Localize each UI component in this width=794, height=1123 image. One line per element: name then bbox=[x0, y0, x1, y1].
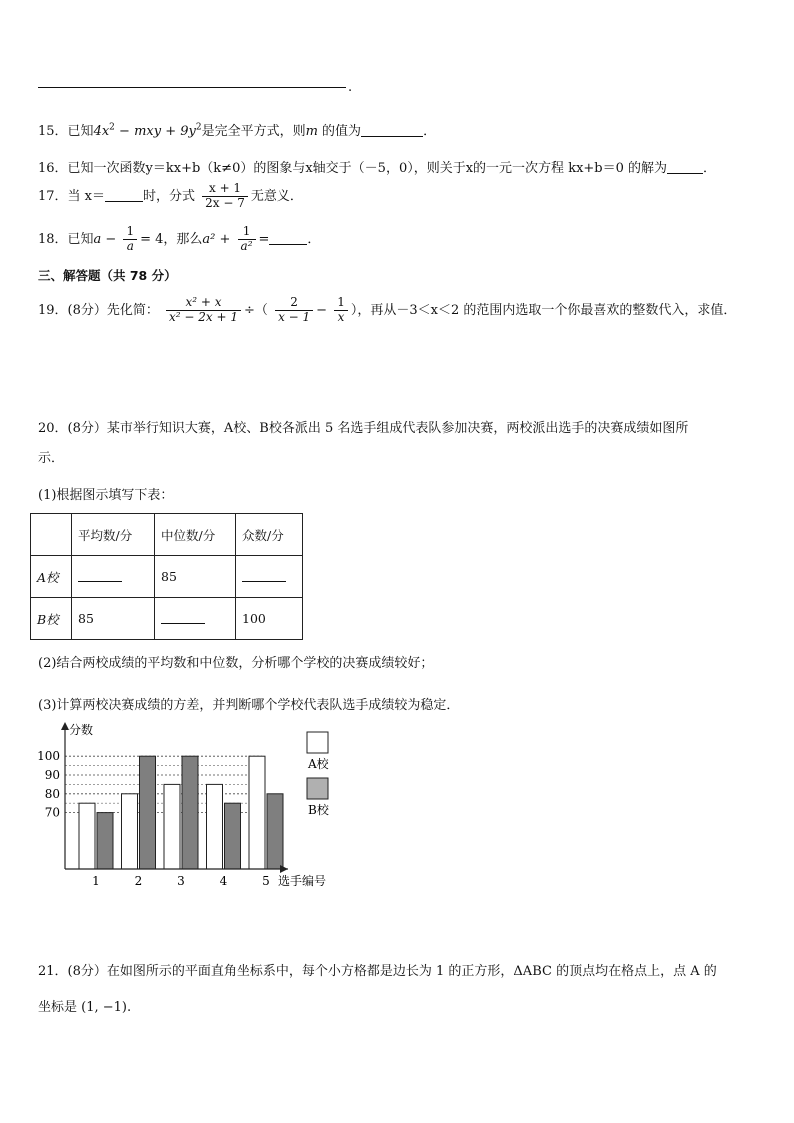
question-16: 16．已知一次函数y＝kx+b（k≠0）的图象与x轴交于（－5，0），则关于x的一元一次方程 kx+b＝0 的解为 ． bbox=[38, 161, 717, 176]
x-axis-arrow bbox=[280, 865, 288, 873]
question-20-line2: 示． bbox=[38, 451, 65, 466]
bar-b-5 bbox=[267, 794, 283, 869]
table-cell: 85 bbox=[155, 556, 236, 598]
x-tick-label: 4 bbox=[219, 874, 228, 888]
question-20-part3: (3)计算两校决赛成绩的方差，并判断哪个学校代表队选手成绩较为稳定． bbox=[38, 698, 460, 713]
fraction: $\frac{1}{\text{a²}}$ bbox=[238, 225, 256, 254]
question-19: 19．(8分）先化简： $\frac{\text{x² + x}}{\text{x² − 2x + 1}}$ ÷（ $\frac{2}{x - 1}$ − $\frac{1}{x}$ ），再从－3＜x＜2 的范围内选取一个你最喜欢的整数代入，求值． bbox=[38, 295, 737, 324]
table-row bbox=[31, 598, 303, 640]
table-cell-blank bbox=[236, 556, 303, 598]
answer-line-end: . bbox=[348, 80, 353, 95]
fraction: $\frac{2}{x - 1}$ bbox=[275, 296, 313, 325]
legend-swatch-a bbox=[307, 732, 328, 753]
x-axis-label: 选手编号 bbox=[278, 874, 327, 888]
bar-a-5 bbox=[249, 756, 265, 869]
score-bar-chart bbox=[30, 718, 350, 893]
fraction: $\frac{\text{x² + x}}{\text{x² − 2x + 1}}$ bbox=[166, 296, 241, 325]
table-header-row bbox=[31, 514, 303, 556]
fraction: $\frac{1}{x}$ bbox=[334, 296, 348, 325]
x-tick-label: 2 bbox=[134, 874, 143, 888]
bar-b-3 bbox=[182, 756, 198, 869]
x-tick-label: 3 bbox=[177, 874, 185, 888]
fraction: $\frac{x + 1}{2x - 7}$ bbox=[202, 182, 248, 211]
y-axis-arrow bbox=[61, 722, 69, 730]
bar-a-2 bbox=[122, 794, 138, 869]
bar-a-3 bbox=[164, 784, 180, 869]
table-cell: A校 bbox=[31, 556, 72, 598]
bar-b-4 bbox=[225, 803, 241, 869]
answer-blank bbox=[105, 189, 143, 202]
bar-b-1 bbox=[97, 813, 113, 869]
x-tick-label: 5 bbox=[262, 874, 270, 888]
fraction: $\frac{1}{a}$ bbox=[123, 225, 137, 254]
table-cell: 100 bbox=[236, 598, 303, 640]
bar-a-4 bbox=[207, 784, 223, 869]
table-cell-blank bbox=[72, 556, 155, 598]
y-axis-label: 分数 bbox=[69, 723, 94, 737]
section-title: 三、解答题（共 78 分） bbox=[38, 268, 177, 283]
table-row bbox=[31, 556, 303, 598]
table-cell: 85 bbox=[72, 598, 155, 640]
question-17: 17．当 x＝ 时，分式 $\frac{x + 1}{2x - 7}$ 无意义． bbox=[38, 181, 303, 210]
question-20-line1: 20．(8分）某市举行知识大赛，A校、B校各派出 5 名选手组成代表队参加决赛，两校派出选手的决赛成绩如图所 bbox=[38, 421, 689, 436]
table-cell: B校 bbox=[31, 598, 72, 640]
answer-blank bbox=[361, 124, 423, 137]
table-cell-blank bbox=[155, 598, 236, 640]
question-21-line1: 21．(8分）在如图所示的平面直角坐标系中，每个小方格都是边长为 1 的正方形，ΔABC 的顶点均在格点上，点 A 的 bbox=[38, 964, 717, 979]
bar-a-1 bbox=[79, 803, 95, 869]
legend-label: A校 bbox=[308, 757, 329, 771]
question-15: 15．已知$4x^2$ − mxy + $9y^2$是完全平方式，则m 的值为 ． bbox=[38, 122, 437, 139]
legend-swatch-b bbox=[307, 778, 328, 799]
answer-line-top bbox=[38, 87, 346, 88]
answer-blank bbox=[269, 232, 307, 245]
table-header: 中位数/分 bbox=[155, 514, 236, 556]
legend-label: B校 bbox=[308, 803, 329, 817]
y-tick-label: 80 bbox=[44, 786, 60, 801]
table-header: 众数/分 bbox=[236, 514, 303, 556]
y-tick-label: 70 bbox=[44, 805, 60, 820]
score-table bbox=[30, 513, 303, 640]
x-tick-label: 1 bbox=[92, 874, 100, 888]
question-20-part1: (1)根据图示填写下表： bbox=[38, 488, 174, 503]
table-header: 平均数/分 bbox=[72, 514, 155, 556]
question-21-line2: 坐标是 (1, −1). bbox=[38, 1000, 132, 1015]
y-tick-label: 90 bbox=[44, 768, 60, 782]
question-20-part2: (2)结合两校成绩的平均数和中位数，分析哪个学校的决赛成绩较好； bbox=[38, 656, 434, 671]
answer-blank bbox=[667, 161, 703, 174]
question-18: 18．已知a − $\frac{1}{a}$ = 4，那么a² + $\frac{1}{\text{a²}}$ = ． bbox=[38, 224, 321, 253]
table-cell bbox=[31, 514, 72, 556]
y-tick-label: 100 bbox=[37, 749, 60, 764]
bar-b-2 bbox=[140, 756, 156, 869]
